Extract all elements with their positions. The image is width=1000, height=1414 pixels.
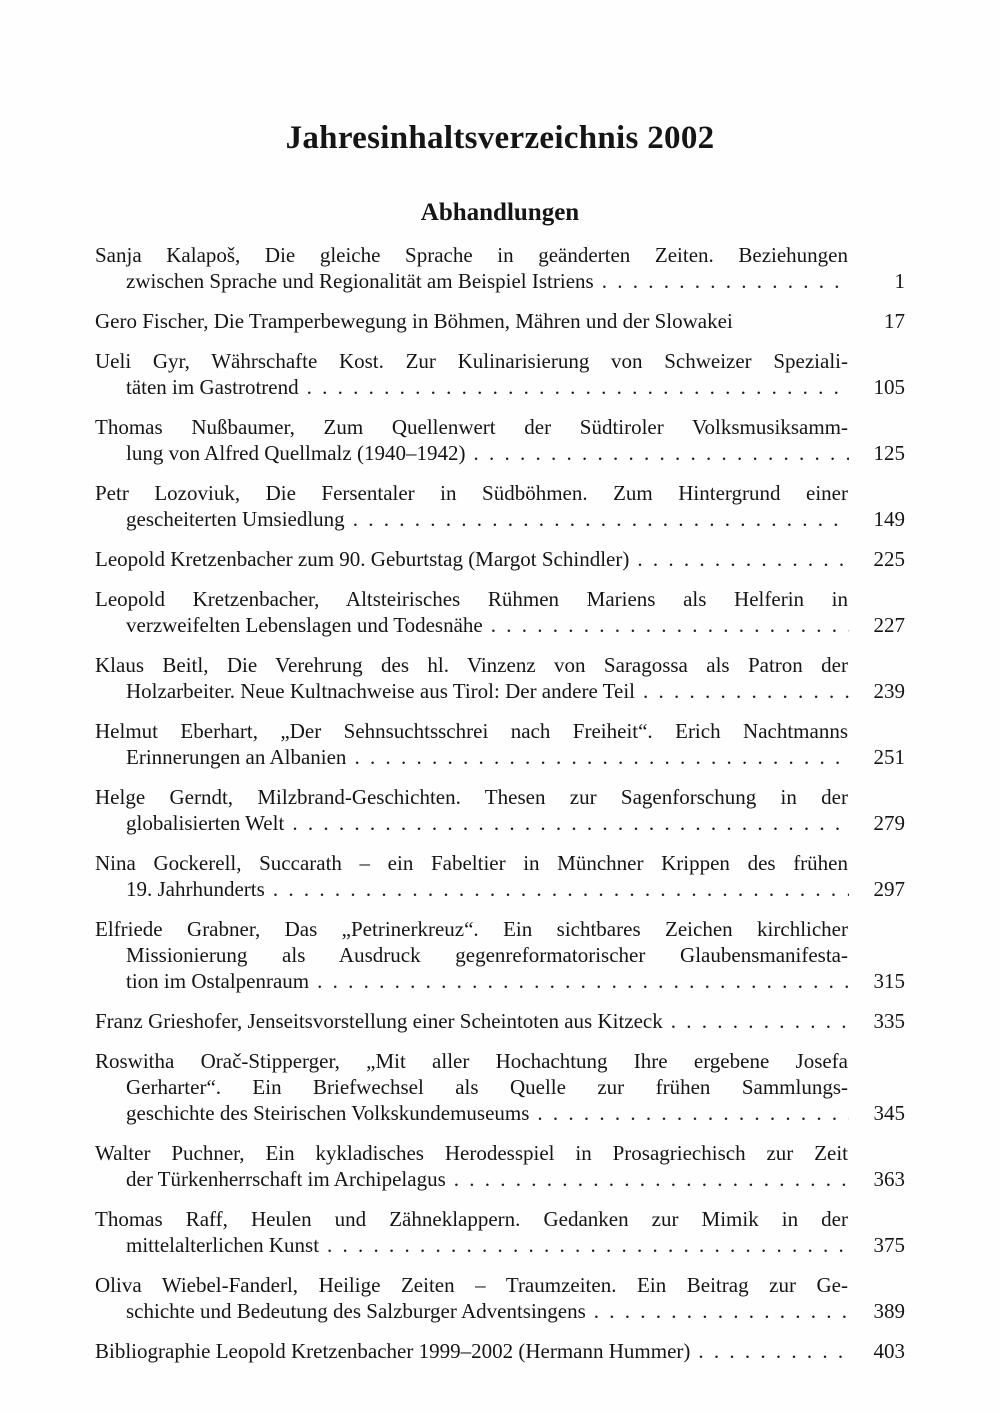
entry-line — [95, 678, 905, 704]
page-number: 227 — [873, 613, 905, 637]
dot-leader — [643, 678, 849, 704]
entry-text: Franz Grieshofer, Jenseitsvorstellung einer Scheintoten aus Kitzeck — [95, 1009, 663, 1033]
entry-line: Nina Gockerell, Succarath – ein Fabeltier in Münchner Krippen des frühen — [95, 851, 848, 875]
dot-leader — [307, 374, 849, 400]
entry-text: verzweifelten Lebenslagen und Todesnähe — [126, 613, 483, 637]
entry-line: Gerharter“. Ein Briefwechsel als Quelle zur frühen Sammlungs- — [126, 1075, 848, 1099]
toc-entry — [95, 308, 905, 334]
section-heading: Abhandlungen — [420, 199, 580, 226]
page-number: 389 — [873, 1299, 905, 1323]
entry-line: Helge Gerndt, Milzbrand-Geschichten. Thesen zur Sagenforschung in der — [95, 785, 848, 809]
dot-leader — [454, 1166, 849, 1192]
page-title: Jahresinhaltsverzeichnis 2002 — [285, 120, 715, 156]
entry-text: geschichte des Steirischen Volkskundemuseums — [126, 1101, 530, 1125]
entry-line: Thomas Nußbaumer, Zum Quellenwert der Südtiroler Volksmusiksamm- — [95, 415, 848, 439]
toc-entry — [95, 348, 905, 400]
page-number: 225 — [873, 547, 905, 571]
entry-text: mittelalterlichen Kunst — [126, 1233, 320, 1257]
entry-line — [95, 268, 905, 294]
dot-leader — [292, 810, 849, 836]
entry-text: Bibliographie Leopold Kretzenbacher 1999–2002 (Hermann Hummer) — [95, 1339, 691, 1363]
toc-entry — [95, 1272, 905, 1324]
entry-line: Walter Puchner, Ein kykladisches Herodesspiel in Prosagriechisch zur Zeit — [95, 1141, 848, 1165]
entry-line — [95, 1100, 905, 1126]
toc-entry — [95, 1008, 905, 1034]
page-number: 375 — [873, 1233, 905, 1257]
page-number: 403 — [873, 1339, 905, 1363]
entry-line — [95, 506, 905, 532]
entry-text: globalisierten Welt — [126, 811, 285, 835]
dot-leader — [327, 1232, 849, 1258]
entry-line — [95, 1166, 905, 1192]
entry-line — [95, 810, 905, 836]
page-number: 17 — [884, 309, 905, 333]
page-number: 315 — [873, 969, 905, 993]
entry-line — [95, 744, 905, 770]
page-number: 125 — [873, 441, 905, 465]
entry-line: Ueli Gyr, Währschafte Kost. Zur Kulinarisierung von Schweizer Speziali- — [95, 349, 848, 373]
entry-line — [95, 1298, 905, 1324]
entry-line — [95, 374, 905, 400]
toc-entry — [95, 718, 905, 770]
page-number: 251 — [873, 745, 905, 769]
entry-line — [95, 440, 905, 466]
dot-leader — [353, 506, 849, 532]
entry-line: Elfriede Grabner, Das „Petrinerkreuz“. Ein sichtbares Zeichen kirchlicher — [95, 917, 848, 941]
entry-line — [95, 1008, 905, 1034]
toc-entry — [95, 242, 905, 294]
toc-entry — [95, 1048, 905, 1126]
dot-leader — [354, 744, 849, 770]
toc-entry — [95, 414, 905, 466]
page-number: 105 — [873, 375, 905, 399]
dot-leader — [698, 1338, 849, 1364]
entry-text: gescheiterten Umsiedlung — [126, 507, 345, 531]
dot-leader — [273, 876, 849, 902]
page-number: 363 — [873, 1167, 905, 1191]
toc-entry — [95, 1338, 905, 1364]
toc-entry — [95, 546, 905, 572]
entry-line: Roswitha Orač-Stipperger, „Mit aller Hochachtung Ihre ergebene Josefa — [95, 1049, 848, 1073]
entry-text: 19. Jahrhunderts — [126, 877, 265, 901]
toc-entry — [95, 1140, 905, 1192]
entry-text: der Türkenherrschaft im Archipelagus — [126, 1167, 446, 1191]
toc-entry — [95, 916, 905, 994]
entry-line — [95, 876, 905, 902]
dot-leader — [741, 308, 849, 334]
dot-leader — [602, 268, 849, 294]
entry-text: zwischen Sprache und Regionalität am Beispiel Istriens — [126, 269, 594, 293]
entry-text: schichte und Bedeutung des Salzburger Adventsingens — [126, 1299, 586, 1323]
page-number: 335 — [873, 1009, 905, 1033]
entry-line: Klaus Beitl, Die Verehrung des hl. Vinzenz von Saragossa als Patron der — [95, 653, 848, 677]
toc-entry — [95, 586, 905, 638]
entry-line: Thomas Raff, Heulen und Zähneklappern. Gedanken zur Mimik in der — [95, 1207, 848, 1231]
entry-line: Missionierung als Ausdruck gegenreformatorischer Glaubensmanifesta- — [126, 943, 848, 967]
page-number: 239 — [873, 679, 905, 703]
toc-entry — [95, 652, 905, 704]
toc-list — [95, 242, 905, 1364]
dot-leader — [537, 1100, 849, 1126]
page-number: 345 — [873, 1101, 905, 1125]
entry-text: lung von Alfred Quellmalz (1940–1942) — [126, 441, 466, 465]
dot-leader — [473, 440, 849, 466]
toc-entry — [95, 1206, 905, 1258]
entry-line — [95, 1338, 905, 1364]
entry-text: Holzarbeiter. Neue Kultnachweise aus Tirol: Der andere Teil — [126, 679, 635, 703]
entry-text: täten im Gastrotrend — [126, 375, 299, 399]
entry-line — [95, 308, 905, 334]
toc-entry — [95, 480, 905, 532]
page-number: 1 — [894, 269, 905, 293]
toc-entry — [95, 784, 905, 836]
entry-line — [95, 612, 905, 638]
entry-line — [95, 1232, 905, 1258]
dot-leader — [671, 1008, 849, 1034]
entry-text: Erinnerungen an Albanien — [126, 745, 347, 769]
page-number: 149 — [873, 507, 905, 531]
entry-line: Oliva Wiebel-Fanderl, Heilige Zeiten – Traumzeiten. Ein Beitrag zur Ge- — [95, 1273, 848, 1297]
entry-text: Gero Fischer, Die Tramperbewegung in Böhmen, Mähren und der Slowakei — [95, 309, 733, 333]
entry-text: Leopold Kretzenbacher zum 90. Geburtstag (Margot Schindler) — [95, 547, 630, 571]
toc-entry — [95, 850, 905, 902]
dot-leader — [491, 612, 849, 638]
entry-line: Helmut Eberhart, „Der Sehnsuchtsschrei nach Freiheit“. Erich Nachtmanns — [95, 719, 848, 743]
entry-line — [95, 968, 905, 994]
page-number: 279 — [873, 811, 905, 835]
entry-line — [95, 546, 905, 572]
page-number: 297 — [873, 877, 905, 901]
dot-leader — [317, 968, 849, 994]
dot-leader — [594, 1298, 849, 1324]
entry-line: Sanja Kalapoš, Die gleiche Sprache in geänderten Zeiten. Beziehungen — [95, 243, 848, 267]
dot-leader — [637, 546, 849, 572]
entry-text: tion im Ostalpenraum — [126, 969, 310, 993]
entry-line: Petr Lozoviuk, Die Fersentaler in Südböhmen. Zum Hintergrund einer — [95, 481, 848, 505]
entry-line: Leopold Kretzenbacher, Altsteirisches Rühmen Mariens als Helferin in — [95, 587, 848, 611]
